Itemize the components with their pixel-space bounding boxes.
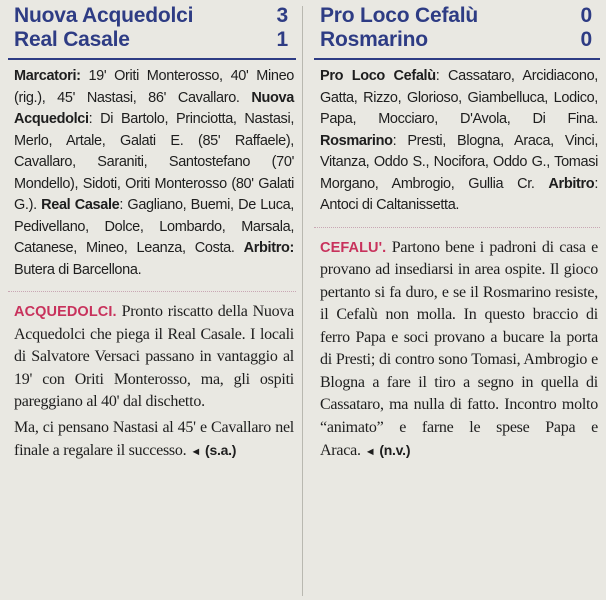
- story-kicker: CEFALU'.: [320, 239, 387, 256]
- away-team-score: 0: [580, 28, 592, 51]
- away-lineup: : Gagliano, Buemi, De Luca, Pedivellano, Dolce, Lombardo, Marsala, Catanese, Mineo, Leanza, Costa.: [14, 197, 294, 256]
- header-rule: [8, 58, 296, 60]
- away-lineup-label: Real Casale: [41, 197, 120, 213]
- home-team-score: 3: [276, 4, 288, 27]
- scoreboard: [0, 0, 302, 52]
- home-lineup: : Cassataro, Arcidiacono, Gatta, Rizzo, Glorioso, Giambelluca, Lodico, Papa, Mocciaro, D'Avola, Di Fina.: [320, 68, 598, 127]
- home-team-score: 0: [580, 4, 592, 27]
- match-story: [320, 237, 598, 464]
- score-row-home: [320, 4, 598, 28]
- away-lineup-label: Rosmarino: [320, 132, 393, 149]
- match-story: [14, 301, 294, 464]
- away-lineup: : Presti, Blogna, Araca, Vinci, Vitanza, Oddo S., Nocifora, Oddo G., Tomasi Morgano, Ambrogio, Gullia Cr.: [320, 132, 598, 192]
- home-lineup-label: Pro Loco Cefalù: [320, 68, 436, 84]
- story-paragraph: [14, 417, 294, 464]
- referee-label: Arbitro:: [243, 240, 294, 256]
- referee-text: Butera di Barcellona.: [14, 261, 142, 278]
- author-signature: (s.a.): [205, 442, 237, 458]
- end-mark-icon: ◄: [190, 446, 202, 458]
- away-team-score: 1: [276, 28, 288, 51]
- end-mark-icon: ◄: [364, 446, 376, 458]
- away-team-name: Real Casale: [14, 28, 130, 51]
- section-separator: [314, 227, 600, 229]
- match-tabellino: [320, 66, 598, 217]
- score-row-away: [320, 28, 598, 52]
- score-row-home: [14, 4, 294, 28]
- author-signature: (n.v.): [379, 442, 411, 458]
- section-separator: [8, 291, 296, 293]
- column-divider: [302, 6, 303, 596]
- away-team-name: Rosmarino: [320, 28, 428, 51]
- score-row-away: [14, 28, 294, 52]
- referee-text: : Antoci di Caltanissetta.: [320, 175, 598, 213]
- match-report-cefalu: [306, 0, 606, 600]
- match-report-acquedolci: [0, 0, 302, 600]
- story-paragraph: [320, 237, 598, 464]
- scorers-text: 19' Oriti Monterosso, 40' Mineo (rig.), 45' Nastasi, 86' Cavallaro.: [14, 68, 294, 106]
- story-paragraph-2: Ma, ci pensano Nastasi al 45' e Cavallaro nel finale a regalare il successo.: [14, 418, 294, 459]
- home-lineup-label: Nuova Acquedolci: [14, 89, 294, 127]
- referee-label: Arbitro: [548, 175, 595, 192]
- story-kicker: ACQUEDOLCI.: [14, 304, 117, 320]
- home-team-name: Pro Loco Cefalù: [320, 4, 479, 27]
- story-paragraph: [14, 301, 294, 414]
- home-team-name: Nuova Acquedolci: [14, 4, 194, 27]
- story-paragraph-1: Pronto riscatto della Nuova Acquedolci che piega il Real Casale. I locali di Salvatore Versaci passano in vantaggio al 19' con Oriti Monterosso, ma, gli ospiti pareggiano al 40' dal dischetto.: [14, 303, 294, 410]
- match-tabellino: [14, 66, 294, 281]
- story-paragraph-1: Partono bene i padroni di casa e provano ad insediarsi in area ospite. Il gioco pertanto si fa duro, e se il Rosmarino resiste, il Cefalù non molla. In questo braccio di ferro Papa e soci provano a bucare la porta di Presti; di contro sono Tomasi, Ambrogio e Blogna a fare il tiro a segno in quella di Cassataro, ma nulla di fatto. Incontro molto “animato” e farne le spese Papa e Araca.: [320, 238, 598, 459]
- scorers-label: Marcatori:: [14, 68, 81, 84]
- home-lineup: : Di Bartolo, Princiotta, Nastasi, Merlo, Artale, Galati E. (85' Raffaele), Cavallaro, Saraniti, Santostefano (70' Mondello), Sidoti, Oriti Monterosso (80' Galati G.).: [14, 111, 294, 213]
- scoreboard: [306, 0, 606, 52]
- header-rule: [314, 58, 600, 60]
